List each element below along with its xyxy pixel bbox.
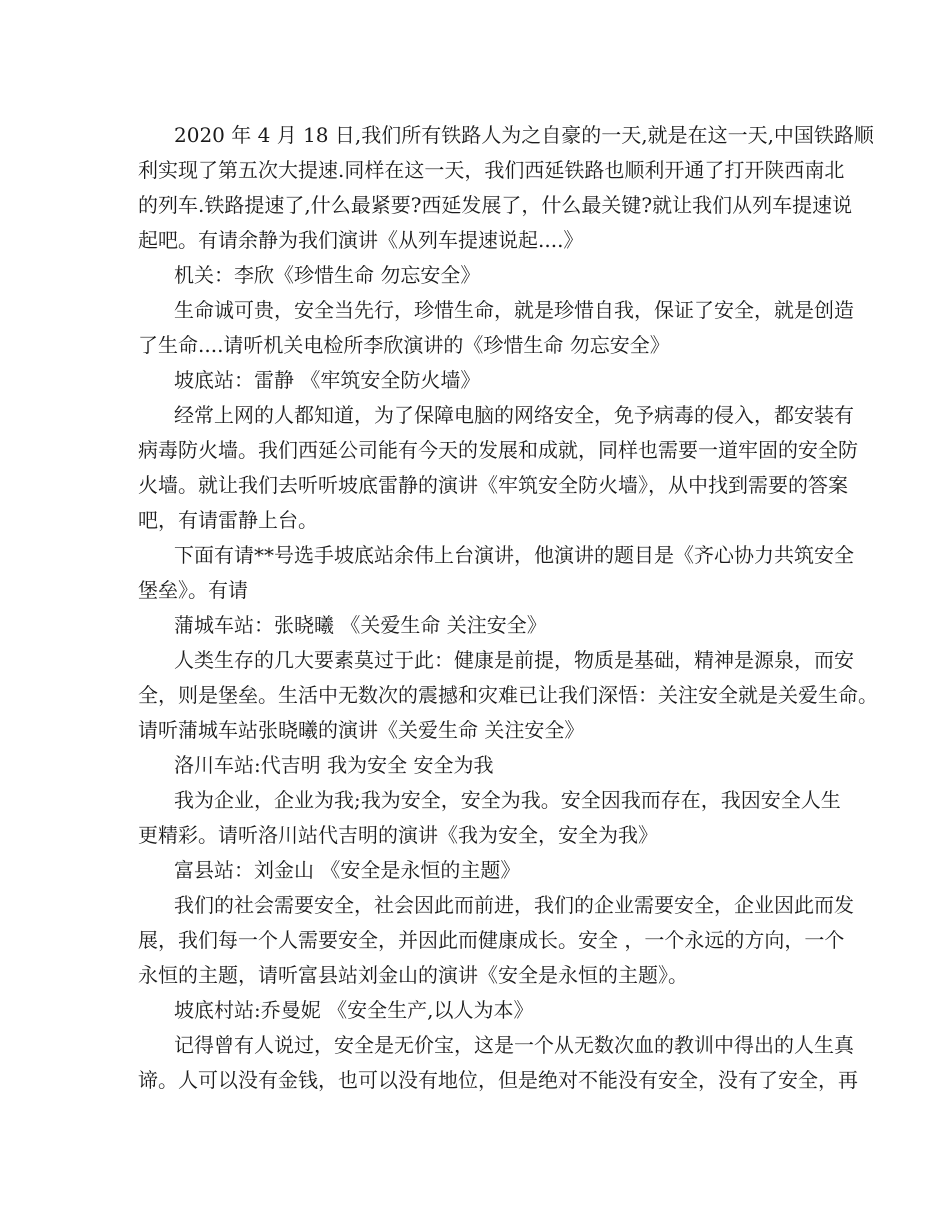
speaker-heading: 坡底站：雷静 《牢筑安全防火墙》 [174,368,481,392]
paragraph-line: 永恒的主题，请听富县站刘金山的演讲《安全是永恒的主题》。 [138,963,688,987]
paragraph-line: 起吧。有请余静为我们演讲《从列车提速说起....》 [138,228,584,252]
paragraph-line: 生命诚可贵，安全当先行，珍惜生命，就是珍惜自我，保证了安全，就是创造 [174,298,854,322]
speaker-heading: 机关：李欣《珍惜生命 勿忘安全》 [174,263,481,287]
paragraph-line: 火墙。就让我们去听听坡底雷静的演讲《牢筑安全防火墙》，从中找到需要的答案 [138,473,848,497]
speaker-heading: 洛川车站:代吉明 我为安全 安全为我 [174,753,494,777]
speaker-heading: 蒲城车站：张晓曦 《关爱生命 关注安全》 [174,613,547,637]
paragraph-line: 病毒防火墙。我们西延公司能有今天的发展和成就，同样也需要一道牢固的安全防 [138,438,858,462]
paragraph-line: 更精彩。请听洛川站代吉明的演讲《我为安全，安全为我》 [138,823,658,847]
paragraph-line: 谛。人可以没有金钱，也可以没有地位，但是绝对不能没有安全，没有了安全，再 [138,1068,858,1092]
paragraph-line: 经常上网的人都知道，为了保障电脑的网络安全，免予病毒的侵入，都安装有 [174,403,854,427]
paragraph-line: 我们的社会需要安全，社会因此而前进，我们的企业需要安全，企业因此而发 [174,893,854,917]
paragraph-line: 记得曾有人说过，安全是无价宝，这是一个从无数次血的教训中得出的人生真 [174,1033,854,1057]
paragraph-line: 利实现了第五次大提速.同样在这一天，我们西延铁路也顺利开通了打开陕西南北 [138,158,845,182]
paragraph-line: 2020 年 4 月 18 日,我们所有铁路人为之自豪的一天,就是在这一天,中国铁路顺 [174,123,874,147]
paragraph-line: 吧，有请雷静上台。 [138,508,318,532]
speaker-heading: 坡底村站:乔曼妮 《安全生产,以人为本》 [174,998,534,1022]
paragraph-line: 的列车.铁路提速了,什么最紧要?西延发展了，什么最关键?就让我们从列车提速说 [138,193,853,217]
paragraph-line: 请听蒲城车站张晓曦的演讲《关爱生命 关注安全》 [138,718,585,742]
paragraph-line: 我为企业，企业为我;我为安全，安全为我。安全因我而存在，我因安全人生 [174,788,841,812]
paragraph-line: 人类生存的几大要素莫过于此：健康是前提，物质是基础，精神是源泉，而安 [174,648,854,672]
paragraph-line: 下面有请**号选手坡底站余伟上台演讲，他演讲的题目是《齐心协力共筑安全 [174,543,854,567]
paragraph-line: 了生命....请听机关电检所李欣演讲的《珍惜生命 勿忘安全》 [138,333,670,357]
paragraph-line: 展，我们每一个人需要安全，并因此而健康成长。安全 ，一个永远的方向，一个 [138,928,845,952]
speaker-heading: 富县站：刘金山 《安全是永恒的主题》 [174,858,521,882]
paragraph-line: 全，则是堡垒。生活中无数次的震撼和灾难已让我们深悟：关注安全就是关爱生命。 [138,683,878,707]
document-body [138,118,878,1098]
paragraph-line: 堡垒》。有请 [138,578,248,602]
